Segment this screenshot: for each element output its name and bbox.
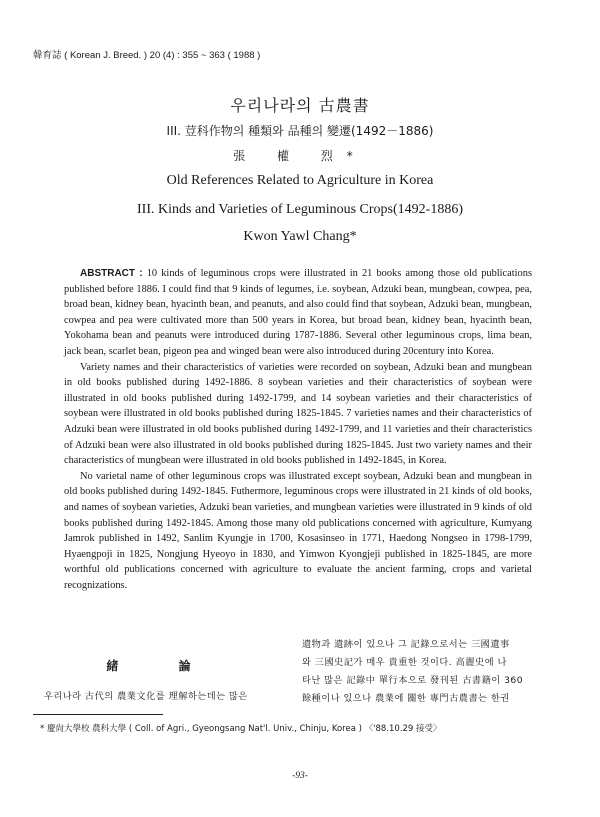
abstract-text-1: 10 kinds of leguminous crops were illustrated in 21 books among those old publications published before 1886. I could find that 9 kinds of legumes, i.e. soybean, Adzuki bean, mungbean, cowpea, pea, broad bean, kidney bean, hyacinth bean, and peanuts, and also could find that soybean, Adzuki bean, mungbean, cowpea and pea were cultivated more than 500 years in Korea, but broad bean, kidney bean, hyacinth bean, Yokohama bean and peanuts were introduced during 1787-1886. Several other leguminous crops, lima bean, jack bean, scarlet bean, pigeon pea and winged bean were also introduced during 20century into Korea. xyxy=(64,268,532,357)
left-column xyxy=(40,655,285,702)
abstract-paragraph-2: Variety names and their characteristics of varieties were recorded on soybean, Adzuki bean and mungbean in old books published during 1492-1886. 8 soybean varieties and their characteristics of soybean were illustrated in old books published during 1492-1799, and 14 soybean varieties and their characteristics of soybean were illustrated in old books published during 1825-1845. 7 varieties names and their characteristics of Adzuki bean were illustrated in old books published during 1492-1799, and 11 varieties and their characteristics of Adzuki bean were also illustrated in old books published during 1825-1845. Just two variety names and their characteristics of mungbean were illustrated in old books published in 1492-1845, in Korea. xyxy=(64,361,532,467)
abstract xyxy=(64,266,532,593)
abstract-paragraph-3: No varietal name of other leguminous crops was illustrated except soybean, Adzuki bean and mungbean in old books published during 1492-1845. Futhermore, leguminous crops were illustrated in 21 kinds of old books, and names of soybean varieties, Adzuki bean varieties, and mungbean varieties were illustrated in 9 kinds of old books published during 1492-1845. Among those many old publications concerned with agriculture, Kumyang Jamrok published in 1492, Sanlim Kyungje in 1700, Kosasinseo in 1771, Haedong Nongseo in 1798-1799, Hyaengpoji in 1825, Nongjung Hyeoyo in 1830, and Yimwon Kyongjeji published in 1825-1845, are more worthful old publications concerned with agriculture to evaluate the ancient farming, crops and varietal recognizations. xyxy=(64,470,532,591)
journal-header: 韓育誌 ( Korean J. Breed. ) 20 (4) : 355 ~ 363 ( 1988 ) xyxy=(33,50,261,61)
right-column-line: 와 三國史記가 매우 貴重한 것이다. 高麗史에 나 xyxy=(302,657,507,668)
english-title: Old References Related to Agriculture in Korea xyxy=(166,173,434,188)
right-column-line: 타난 많은 記錄中 單行本으로 發刊된 古書籍이 360 xyxy=(302,675,524,686)
introduction-heading: 緒 論 xyxy=(106,659,219,673)
english-author: Kwon Yawl Chang* xyxy=(243,229,357,244)
page-number: -93- xyxy=(292,771,308,781)
korean-author: 張 權 烈* xyxy=(233,149,367,163)
right-column-line: 餘種이나 있으나 農業에 關한 專門古農書는 한권 xyxy=(302,693,510,704)
footnote-divider xyxy=(33,714,163,715)
korean-subtitle: III. 荳科作物의 種類와 品種의 變遷(1492－1886) xyxy=(166,124,434,138)
korean-title: 우리나라의 古農書 xyxy=(230,96,370,115)
right-column xyxy=(302,636,560,708)
english-subtitle: III. Kinds and Varieties of Leguminous Crops(1492-1886) xyxy=(137,202,463,217)
abstract-paragraph-1 xyxy=(64,266,532,360)
introduction-text: 우리나라 古代의 農業文化를 理解하는데는 많은 xyxy=(44,691,248,702)
affiliation-footnote: * 慶尙大學校 農科大學 ( Coll. of Agri., Gyeongsang Nat'l. Univ., Chinju, Korea ) 〈'88.10.29 接受〉 xyxy=(40,724,442,734)
right-column-line: 遺物과 遺跡이 있으나 그 記錄으로서는 三國遺事 xyxy=(302,639,510,650)
abstract-label: ABSTRACT : xyxy=(80,268,143,279)
